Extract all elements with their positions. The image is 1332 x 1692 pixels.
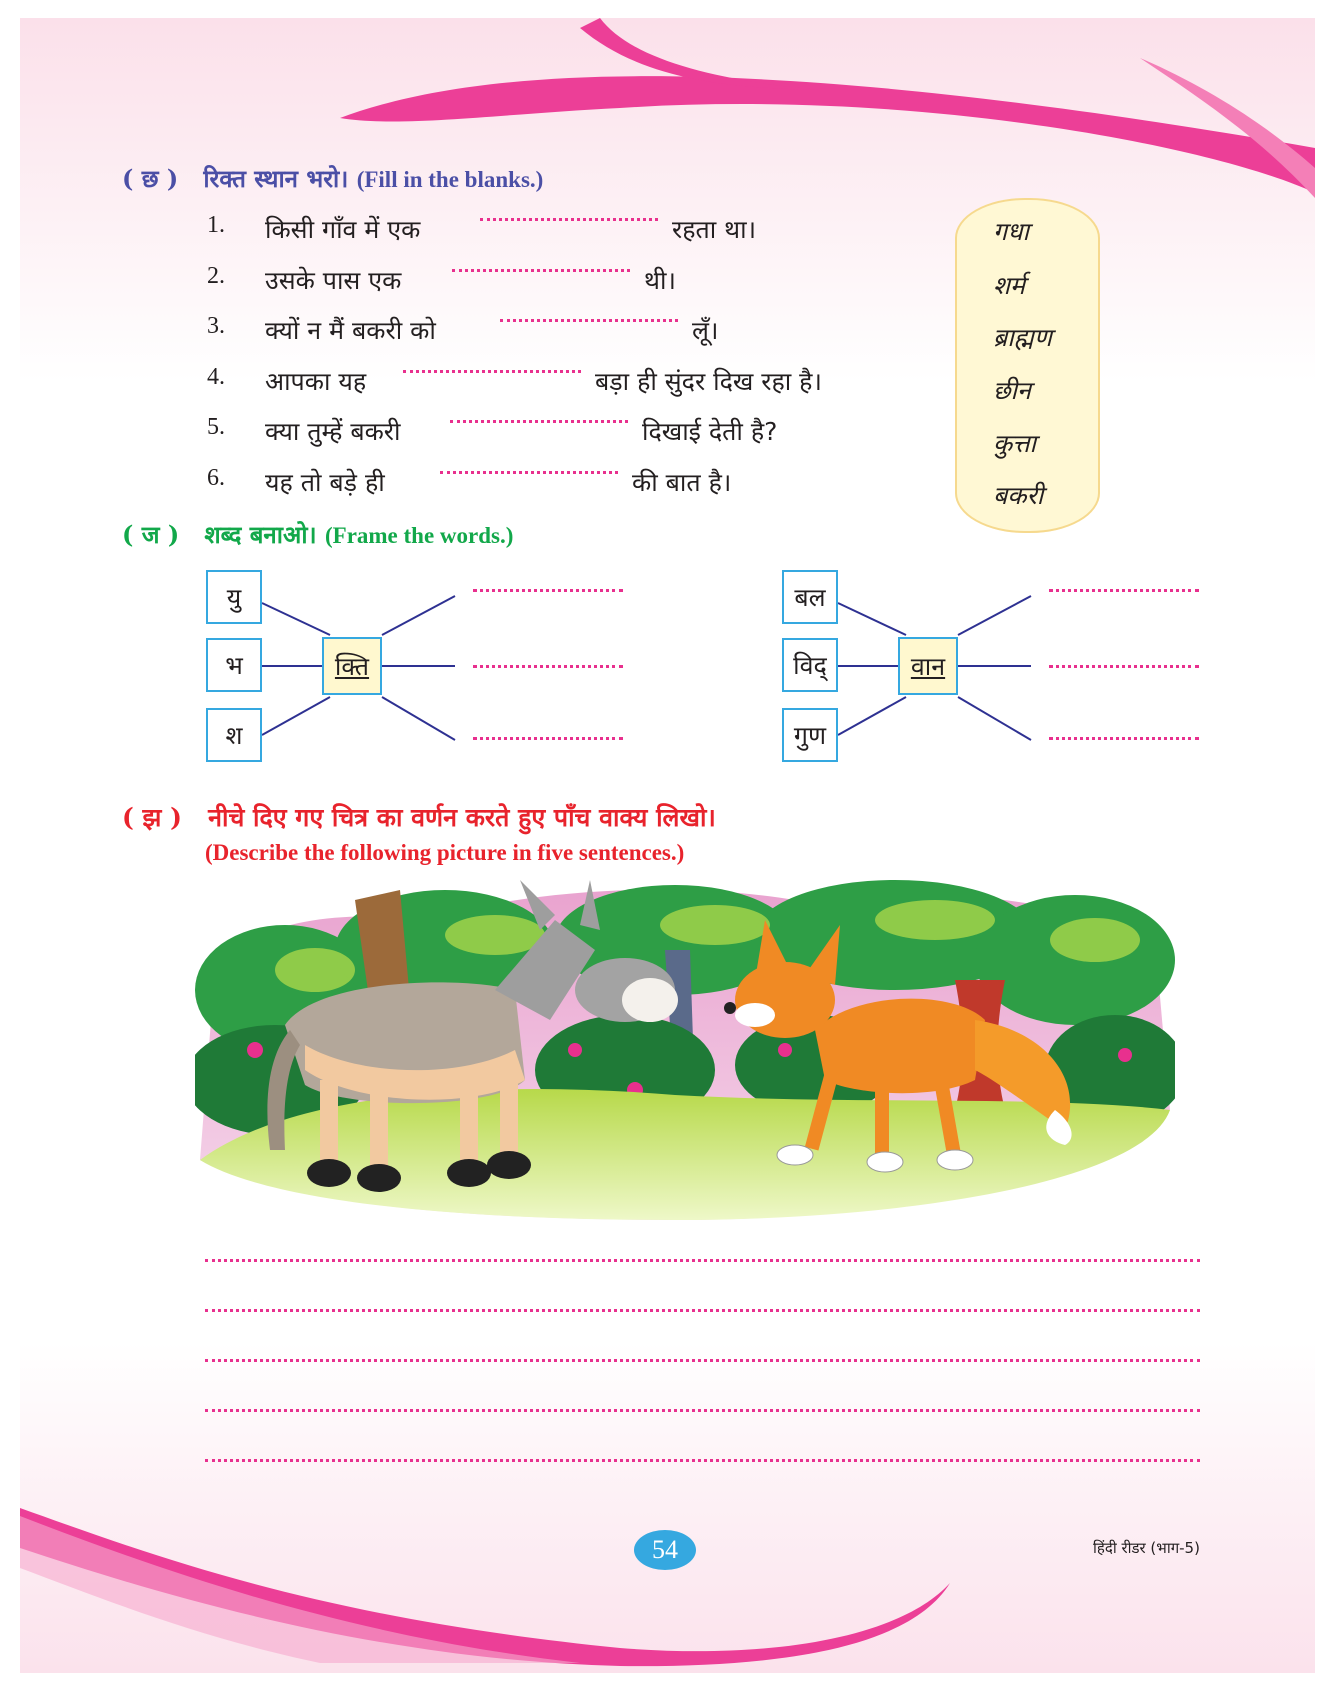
writing-line[interactable] bbox=[205, 1259, 1200, 1262]
section-ja-marker: ( ज ) bbox=[122, 520, 180, 549]
word-bank-item: कुत्ता bbox=[993, 429, 1036, 458]
blank-dots[interactable] bbox=[500, 319, 678, 322]
answer-blank[interactable] bbox=[1049, 589, 1199, 592]
word-bank-item: बकरी bbox=[993, 481, 1044, 510]
section-jha-marker: ( झ ) bbox=[122, 803, 182, 832]
item-number: 5. bbox=[207, 414, 225, 440]
word-bank-item: छीन bbox=[993, 376, 1031, 405]
bottom-swoosh-decoration bbox=[20, 1488, 1315, 1673]
item-text-after: लूँ। bbox=[692, 316, 719, 345]
syllable-box: बल bbox=[782, 570, 838, 624]
syllable-box: भ bbox=[206, 638, 262, 692]
page-number: 54 bbox=[634, 1530, 696, 1570]
word-bank-item: शर्म bbox=[993, 271, 1025, 300]
section-jha-title-english: (Describe the following picture in five sentences.) bbox=[205, 840, 685, 865]
word-bank-item: गधा bbox=[993, 217, 1029, 246]
item-text-before: आपका यह bbox=[265, 367, 367, 396]
section-jha-subheading bbox=[205, 837, 684, 866]
writing-line[interactable] bbox=[205, 1309, 1200, 1312]
section-ja-title-hindi: शब्द बनाओ। bbox=[204, 520, 317, 549]
syllable-box: यु bbox=[206, 570, 262, 624]
item-text-before: उसके पास एक bbox=[265, 266, 402, 295]
item-number: 3. bbox=[207, 313, 225, 339]
section-cha-title-hindi: रिक्त स्थान भरो। bbox=[203, 164, 349, 193]
item-number: 6. bbox=[207, 465, 225, 491]
word-bank-item: ब्राह्मण bbox=[993, 323, 1052, 352]
blank-dots[interactable] bbox=[403, 370, 581, 373]
item-number: 4. bbox=[207, 364, 225, 390]
answer-blank[interactable] bbox=[473, 665, 623, 668]
section-cha-marker: ( छ ) bbox=[122, 164, 179, 193]
blank-dots[interactable] bbox=[450, 420, 628, 423]
item-number: 2. bbox=[207, 263, 225, 289]
item-text-before: किसी गाँव में एक bbox=[265, 215, 421, 244]
book-title: हिंदी रीडर (भाग-5) bbox=[1093, 1539, 1200, 1557]
item-number: 1. bbox=[207, 212, 225, 238]
section-cha-heading bbox=[122, 162, 543, 195]
section-ja-heading bbox=[122, 518, 513, 551]
answer-blank[interactable] bbox=[1049, 737, 1199, 740]
syllable-box: श bbox=[206, 708, 262, 762]
writing-line[interactable] bbox=[205, 1459, 1200, 1462]
syllable-box: गुण bbox=[782, 708, 838, 762]
item-text-before: क्या तुम्हें बकरी bbox=[265, 417, 401, 446]
item-text-after: दिखाई देती है? bbox=[642, 417, 778, 446]
word-frame-connector-lines bbox=[0, 560, 1332, 780]
item-text-after: थी। bbox=[644, 266, 676, 295]
item-text-after: रहता था। bbox=[672, 215, 757, 244]
section-jha-title-hindi: नीचे दिए गए चित्र का वर्णन करते हुए पाँच वाक्य लिखो। bbox=[208, 803, 716, 832]
section-cha-title-english: (Fill in the blanks.) bbox=[356, 167, 544, 192]
item-text-after: की बात है। bbox=[632, 468, 732, 497]
answer-blank[interactable] bbox=[1049, 665, 1199, 668]
donkey-and-fox-illustration bbox=[195, 880, 1175, 1225]
suffix-box: क्ति bbox=[322, 637, 382, 695]
writing-line[interactable] bbox=[205, 1409, 1200, 1412]
item-text-before: यह तो बड़े ही bbox=[265, 468, 385, 497]
answer-blank[interactable] bbox=[473, 589, 623, 592]
blank-dots[interactable] bbox=[480, 218, 658, 221]
writing-line[interactable] bbox=[205, 1359, 1200, 1362]
word-bank bbox=[955, 198, 1100, 533]
blank-dots[interactable] bbox=[452, 269, 630, 272]
item-text-before: क्यों न मैं बकरी को bbox=[265, 316, 436, 345]
section-jha-heading bbox=[122, 800, 716, 834]
item-text-after: बड़ा ही सुंदर दिख रहा है। bbox=[595, 367, 822, 396]
syllable-box: विद् bbox=[782, 638, 838, 692]
answer-blank[interactable] bbox=[473, 737, 623, 740]
blank-dots[interactable] bbox=[440, 471, 618, 474]
section-ja-title-english: (Frame the words.) bbox=[324, 523, 514, 548]
suffix-box: वान bbox=[898, 637, 958, 695]
